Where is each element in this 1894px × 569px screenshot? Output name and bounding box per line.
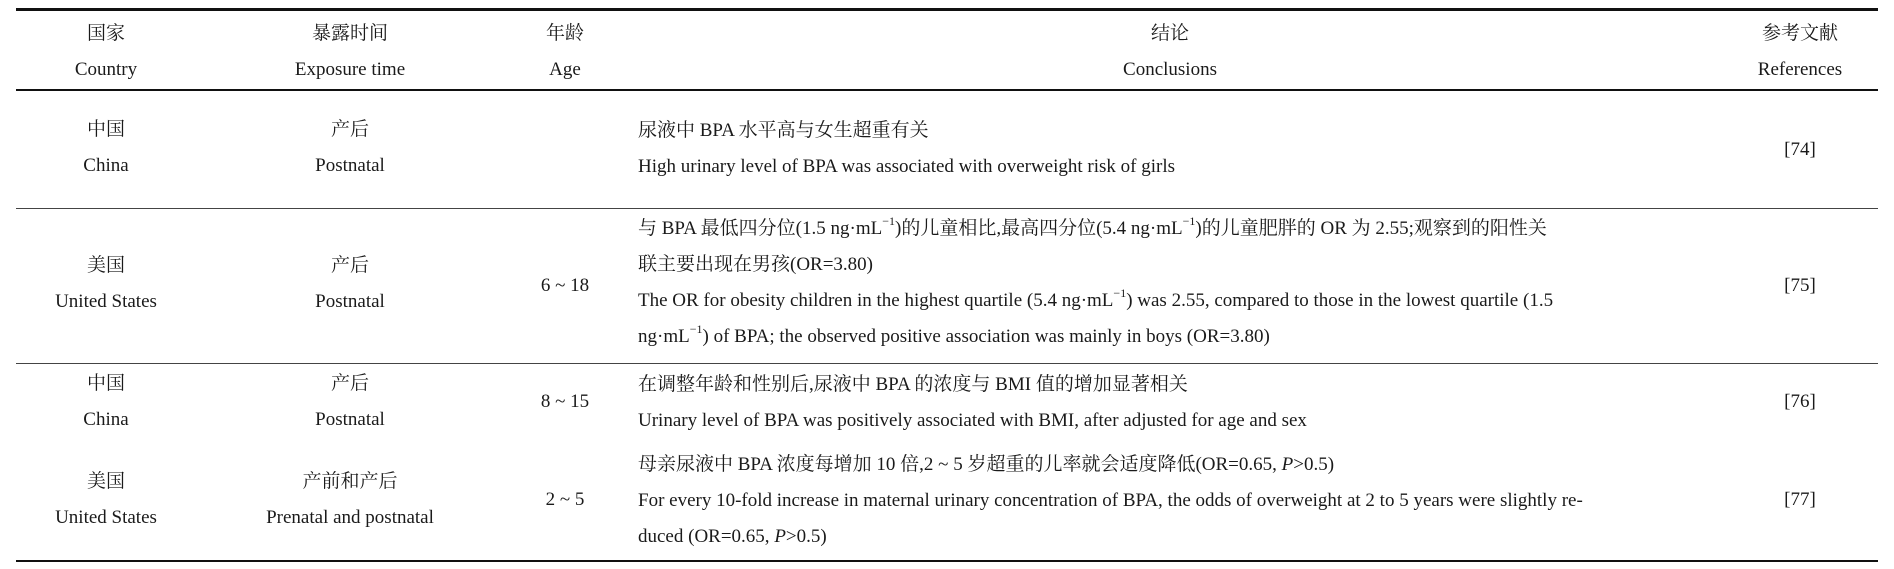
conclusion-zh: 在调整年龄和性别后,尿液中 BPA 的浓度与 BMI 值的增加显著相关 [638, 374, 1188, 395]
table-row-2-ref: [75] [1784, 275, 1816, 296]
text: 母亲尿液中 BPA 浓度每增加 10 倍,2 ~ 5 岁超重的儿率就会适度降低(OR=0.65, [638, 454, 1282, 475]
conclusion-en-line-2 [638, 318, 1553, 354]
country-zh: 中国 [86, 373, 125, 394]
exposure-zh: 产后 [330, 255, 369, 276]
exposure-zh: 产后 [330, 373, 369, 394]
header-references-zh: 参考文献 [1761, 23, 1838, 44]
conclusion-en-line-1 [638, 282, 1553, 318]
table-row-1-country [30, 112, 182, 184]
header-conclusions-en: Conclusions [1123, 59, 1217, 80]
table-row-2-conclusion [638, 210, 1553, 354]
header-exposure [230, 16, 470, 88]
country-zh: 中国 [86, 119, 125, 140]
conclusion-en: Urinary level of BPA was positively associated with BMI, after adjusted for age and sex [638, 410, 1307, 431]
header-country [30, 16, 182, 88]
text: )的儿童相比,最高四分位(5.4 ng·mL [895, 218, 1183, 239]
header-age-zh: 年龄 [545, 23, 584, 44]
text: ng·mL [638, 326, 690, 347]
text: ) was 2.55, compared to those in the lowest quartile (1.5 [1126, 290, 1554, 311]
exposure-en: Postnatal [315, 291, 385, 312]
text: 与 BPA 最低四分位(1.5 ng·mL [638, 218, 883, 239]
row-divider-1 [16, 208, 1878, 209]
superscript: −1 [882, 213, 895, 228]
text: duced (OR=0.65, [638, 526, 775, 547]
country-en: China [83, 155, 129, 176]
p-symbol: P [1281, 454, 1294, 475]
header-country-en: Country [74, 59, 138, 80]
table-row-1-ref: [74] [1784, 139, 1816, 160]
superscript: −1 [689, 321, 703, 336]
table-row-3-ref: [76] [1784, 391, 1816, 412]
conclusion-zh: 尿液中 BPA 水平高与女生超重有关 [638, 120, 929, 141]
country-zh: 美国 [86, 471, 125, 492]
table-row-4-country [30, 464, 182, 536]
table-row-2-country [30, 248, 182, 320]
bottom-rule [16, 560, 1878, 562]
table-row-3-exposure [230, 366, 470, 438]
exposure-en: Postnatal [315, 409, 385, 430]
header-references-en: References [1757, 59, 1843, 80]
header-age-en: Age [549, 59, 581, 80]
header-exposure-zh: 暴露时间 [311, 23, 388, 44]
superscript: −1 [1113, 285, 1127, 300]
conclusion-en-line-1: For every 10-fold increase in maternal urinary concentration of BPA, the odds of overweight at 2 to 5 years were slightly re- [638, 490, 1583, 511]
text: ) of BPA; the observed positive association was mainly in boys (OR=3.80) [702, 326, 1270, 347]
country-en: United States [55, 507, 157, 528]
table-row-1-exposure [230, 112, 470, 184]
country-zh: 美国 [86, 255, 125, 276]
table-row-4-ref: [77] [1784, 489, 1816, 510]
text: >0.5) [1293, 454, 1335, 475]
conclusion-zh-line-2: 联主要出现在男孩(OR=3.80) [638, 254, 874, 275]
conclusion-en-line-2 [638, 518, 1583, 554]
header-age [530, 16, 600, 88]
country-en: China [83, 409, 129, 430]
text: >0.5) [785, 526, 827, 547]
conclusion-en: High urinary level of BPA was associated with overweight risk of girls [638, 156, 1176, 177]
exposure-zh: 产前和产后 [302, 471, 398, 492]
header-conclusions [1000, 16, 1340, 88]
exposure-en: Postnatal [315, 155, 385, 176]
header-exposure-en: Exposure time [294, 59, 406, 80]
table-row-3-country [30, 366, 182, 438]
header-country-zh: 国家 [86, 23, 125, 44]
header-rule [16, 89, 1878, 91]
p-symbol: P [774, 526, 786, 547]
table-row-4-exposure [230, 464, 470, 536]
table-row-2-exposure [230, 248, 470, 320]
text: The OR for obesity children in the highest quartile (5.4 ng·mL [638, 290, 1114, 311]
table-row-4-age: 2 ~ 5 [545, 489, 585, 510]
conclusion-zh-line-1 [638, 210, 1553, 246]
header-conclusions-zh: 结论 [1150, 23, 1189, 44]
table-row-3-age: 8 ~ 15 [540, 391, 590, 412]
conclusion-zh [638, 446, 1583, 482]
table-row-4-conclusion [638, 446, 1583, 554]
text: )的儿童肥胖的 OR 为 2.55;观察到的阳性关 [1195, 218, 1547, 239]
country-en: United States [55, 291, 157, 312]
table-row-2-age: 6 ~ 18 [540, 275, 590, 296]
row-divider-2 [16, 363, 1878, 364]
header-references [1730, 16, 1870, 88]
table-row-3-conclusion [638, 366, 1307, 438]
exposure-en: Prenatal and postnatal [266, 507, 434, 528]
exposure-zh: 产后 [330, 119, 369, 140]
table-row-1-conclusion [638, 112, 1175, 184]
top-rule [16, 8, 1878, 11]
superscript: −1 [1182, 213, 1196, 228]
